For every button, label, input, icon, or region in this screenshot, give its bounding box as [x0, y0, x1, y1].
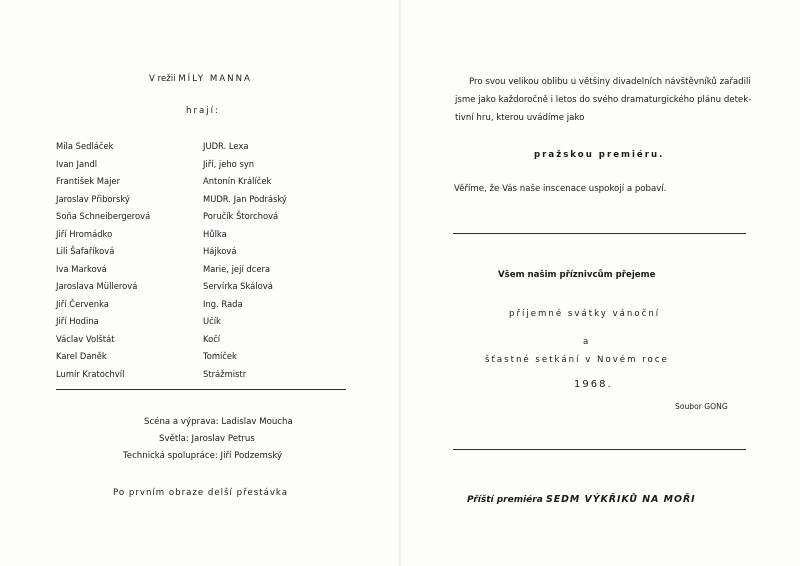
next-premiere-title: SEDM VÝKŘIKŮ NA MOŘI [545, 494, 696, 505]
cast-role: Marie, její dcera [203, 263, 271, 274]
cast-actor: Ivan Jandl [56, 158, 98, 169]
cast-row [0, 211, 400, 227]
cast-actor: Iva Marková [56, 263, 107, 274]
cast-actor: Jiří Červenka [56, 298, 109, 309]
greeting-line-1: příjemné svátky vánoční [509, 309, 661, 319]
cast-actor: Mila Sedláček [56, 141, 114, 151]
cast-row [0, 316, 400, 332]
cast-role: Kočí [203, 333, 221, 344]
cast-actor: Karel Daněk [56, 351, 107, 361]
cast-role: Ing. Rada [203, 298, 243, 309]
premiere-note: pražskou premiéru. [534, 150, 665, 160]
cast-role: Učík [203, 316, 221, 326]
cast-role: Tomíček [203, 351, 237, 361]
signature-text: Soubor GONG [675, 402, 728, 411]
plays-label: hrají: [186, 106, 220, 116]
cast-role: Strážmistr [203, 368, 247, 379]
director-prefix: V režii [149, 74, 176, 84]
intro-line-3: tivní hru, kterou uvádíme jako [455, 113, 585, 123]
cast-role: Hůlka [203, 228, 227, 239]
year: 1968. [574, 379, 613, 390]
cast-actor: Lumír Kratochvíl [56, 368, 125, 379]
greeting-line-2: šťastné setkání v Novém roce [485, 355, 669, 365]
cast-role: Hájková [203, 246, 237, 256]
divider-left [56, 389, 346, 390]
intro-line-2: jsme jako každoročně i letos do svého dramaturgického plánu detek- [455, 95, 752, 105]
cast-row [0, 281, 400, 297]
signature [675, 402, 728, 411]
cast-row [0, 264, 400, 280]
cast-actor: Soňa Schneibergerová [56, 211, 151, 221]
next-premiere-prefix: Příští premiéra [467, 495, 543, 505]
cast-role: JUDR. Lexa [203, 141, 249, 151]
cast-actor: Jiří Hromádko [56, 228, 113, 239]
director-name: MÍLY MANNA [178, 74, 252, 84]
cast-row [0, 299, 400, 315]
cast-role: Jiří, jeho syn [203, 158, 255, 169]
cast-actor: Jaroslava Müllerová [56, 281, 138, 291]
cast-actor: Václav Volštát [56, 333, 115, 344]
cast-actor: Jaroslav Přiborský [56, 193, 130, 204]
credit-lights: Světla: Jaroslav Petrus [159, 434, 255, 444]
cast-actor: Jiří Hodina [56, 316, 99, 326]
cast-role: Poručík Štorchová [203, 211, 279, 221]
cast-row [0, 334, 400, 350]
cast-row [0, 194, 400, 210]
intermission-note: Po prvním obraze delší přestávka [113, 488, 289, 498]
cast-role: Antonín Králíček [203, 176, 272, 186]
cast-row [0, 246, 400, 262]
greeting-head: Všem našim příznivcům přejeme [498, 270, 656, 280]
intro-line-1: Pro svou velikou oblibu u většiny divadelních návštěvníků zařadili [469, 77, 751, 87]
credit-scenery: Scéna a výprava: Ladislav Moucha [144, 417, 293, 427]
next-premiere [467, 494, 696, 505]
divider-right-top [453, 233, 746, 234]
cast-row [0, 141, 400, 157]
director-line [149, 74, 252, 84]
cast-role: MUDR. Jan Podráský [203, 193, 287, 204]
cast-row [0, 159, 400, 175]
wish-line: Věříme, že Vás naše inscenace uspokojí a pobaví. [454, 184, 667, 194]
cast-row [0, 351, 400, 367]
cast-row [0, 369, 400, 385]
cast-row [0, 176, 400, 192]
divider-right-bottom [453, 449, 746, 450]
greeting-and: a [583, 337, 589, 347]
cast-actor: Lili Šafaříková [56, 246, 115, 256]
cast-row [0, 229, 400, 245]
cast-actor: František Majer [56, 176, 121, 186]
cast-role: Servírka Skálová [203, 281, 273, 291]
credit-technical: Technická spolupráce: Jiří Podzemský [123, 451, 283, 461]
